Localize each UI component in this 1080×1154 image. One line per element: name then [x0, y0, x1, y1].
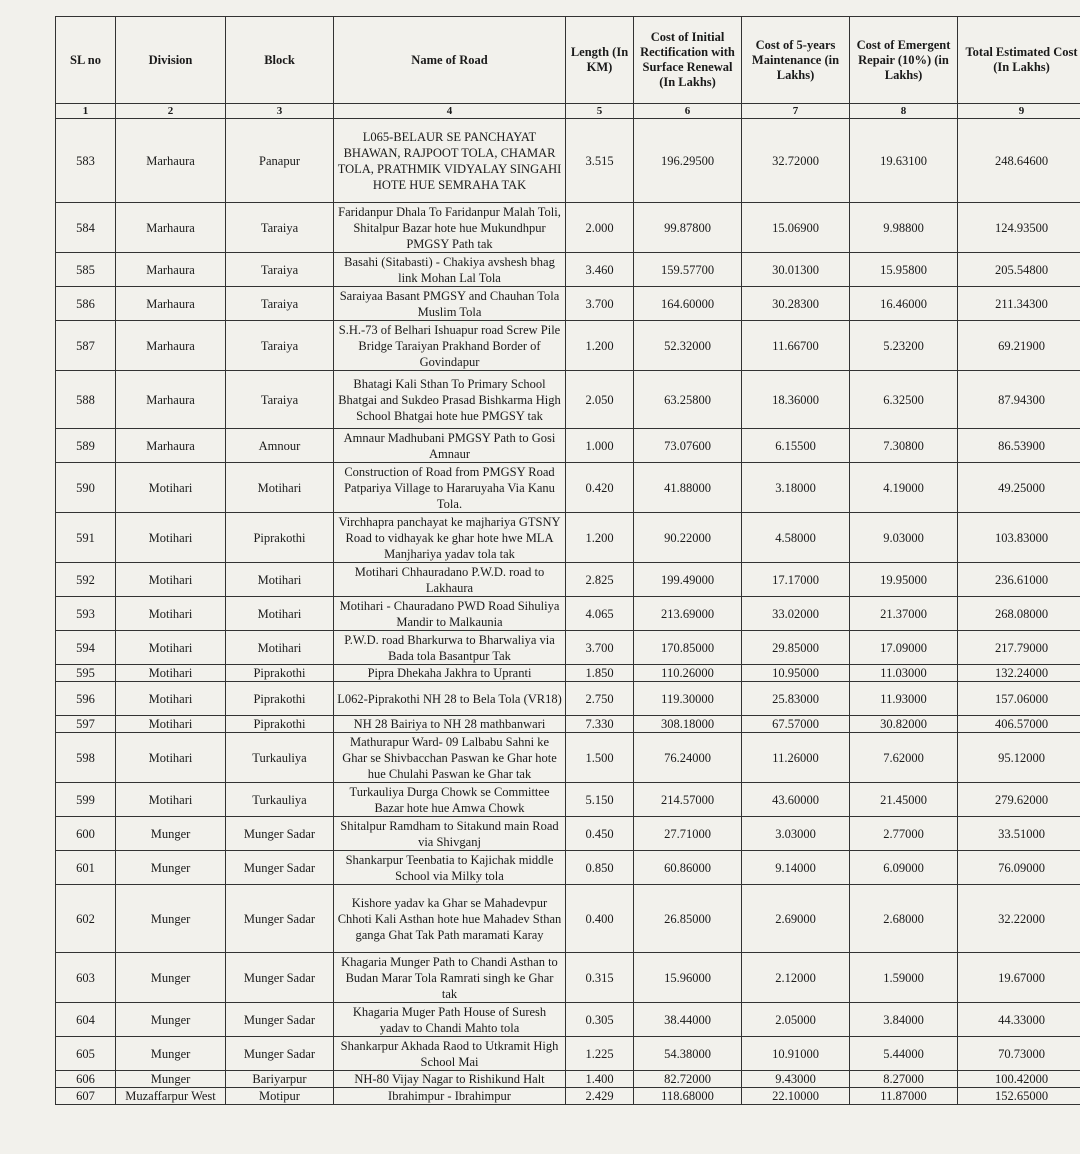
cell-total-cost: 236.61000	[958, 563, 1080, 597]
cell-total-cost: 279.62000	[958, 783, 1080, 817]
cell-total-cost: 19.67000	[958, 953, 1080, 1003]
cell-division: Munger	[116, 1071, 226, 1088]
table-row	[56, 817, 1080, 851]
cell-length: 4.065	[566, 597, 634, 631]
column-number-row	[56, 104, 1080, 119]
cell-length: 1.200	[566, 321, 634, 371]
cell-block: Amnour	[226, 429, 334, 463]
cell-emergent-cost: 17.09000	[850, 631, 958, 665]
header-initial-cost: Cost of Initial Rectification with Surface Renewal (In Lakhs)	[634, 17, 742, 104]
cell-division: Marhaura	[116, 371, 226, 429]
cell-maintenance-cost: 11.26000	[742, 733, 850, 783]
cell-maintenance-cost: 17.17000	[742, 563, 850, 597]
header-emergent-cost: Cost of Emergent Repair (10%) (in Lakhs)	[850, 17, 958, 104]
cell-maintenance-cost: 30.01300	[742, 253, 850, 287]
cell-total-cost: 87.94300	[958, 371, 1080, 429]
column-number: 6	[634, 104, 742, 119]
cell-road-name: Amnaur Madhubani PMGSY Path to Gosi Amnaur	[334, 429, 566, 463]
cell-length: 3.460	[566, 253, 634, 287]
cell-emergent-cost: 3.84000	[850, 1003, 958, 1037]
cell-maintenance-cost: 29.85000	[742, 631, 850, 665]
cell-maintenance-cost: 2.12000	[742, 953, 850, 1003]
cell-initial-cost: 170.85000	[634, 631, 742, 665]
cell-total-cost: 95.12000	[958, 733, 1080, 783]
cell-sl-no: 604	[56, 1003, 116, 1037]
cell-road-name: NH-80 Vijay Nagar to Rishikund Halt	[334, 1071, 566, 1088]
cell-length: 1.400	[566, 1071, 634, 1088]
cell-emergent-cost: 2.68000	[850, 885, 958, 953]
cell-division: Muzaffarpur West	[116, 1088, 226, 1105]
cell-length: 1.850	[566, 665, 634, 682]
cell-road-name: Mathurapur Ward- 09 Lalbabu Sahni ke Ghar se Shivbacchan Paswan ke Ghar hote hue Chulahi Paswan ke Ghar tak	[334, 733, 566, 783]
table-row	[56, 513, 1080, 563]
cell-sl-no: 602	[56, 885, 116, 953]
table-header	[56, 17, 1080, 119]
cell-road-name: Khagaria Munger Path to Chandi Asthan to Budan Marar Tola Ramrati singh ke Ghar tak	[334, 953, 566, 1003]
cell-initial-cost: 63.25800	[634, 371, 742, 429]
table-row	[56, 1088, 1080, 1105]
cell-emergent-cost: 30.82000	[850, 716, 958, 733]
cell-block: Motihari	[226, 463, 334, 513]
cell-length: 0.850	[566, 851, 634, 885]
cell-division: Motihari	[116, 463, 226, 513]
cell-emergent-cost: 1.59000	[850, 953, 958, 1003]
cell-sl-no: 605	[56, 1037, 116, 1071]
cell-emergent-cost: 8.27000	[850, 1071, 958, 1088]
cell-total-cost: 152.65000	[958, 1088, 1080, 1105]
cell-length: 7.330	[566, 716, 634, 733]
cell-emergent-cost: 11.03000	[850, 665, 958, 682]
cell-maintenance-cost: 22.10000	[742, 1088, 850, 1105]
cell-block: Taraiya	[226, 321, 334, 371]
header-division: Division	[116, 17, 226, 104]
cell-total-cost: 248.64600	[958, 119, 1080, 203]
cell-road-name: Ibrahimpur - Ibrahimpur	[334, 1088, 566, 1105]
cell-length: 1.000	[566, 429, 634, 463]
cell-road-name: Motihari - Chauradano PWD Road Sihuliya Mandir to Malkaunia	[334, 597, 566, 631]
cell-sl-no: 587	[56, 321, 116, 371]
table-row	[56, 463, 1080, 513]
cell-total-cost: 69.21900	[958, 321, 1080, 371]
cell-division: Motihari	[116, 682, 226, 716]
cell-sl-no: 607	[56, 1088, 116, 1105]
cell-length: 0.450	[566, 817, 634, 851]
cell-road-name: P.W.D. road Bharkurwa to Bharwaliya via Bada tola Basantpur Tak	[334, 631, 566, 665]
cell-road-name: Virchhapra panchayat ke majhariya GTSNY Road to vidhayak ke ghar hote hwe MLA Manjhariya yadav tola tak	[334, 513, 566, 563]
table-row	[56, 1003, 1080, 1037]
cell-initial-cost: 196.29500	[634, 119, 742, 203]
cell-division: Motihari	[116, 597, 226, 631]
cell-length: 1.225	[566, 1037, 634, 1071]
cell-sl-no: 583	[56, 119, 116, 203]
cell-total-cost: 132.24000	[958, 665, 1080, 682]
road-cost-table	[55, 16, 1080, 1105]
cell-length: 2.429	[566, 1088, 634, 1105]
table-row	[56, 563, 1080, 597]
table-row	[56, 851, 1080, 885]
cell-initial-cost: 90.22000	[634, 513, 742, 563]
cell-length: 3.515	[566, 119, 634, 203]
cell-sl-no: 606	[56, 1071, 116, 1088]
cell-sl-no: 603	[56, 953, 116, 1003]
cell-initial-cost: 159.57700	[634, 253, 742, 287]
cell-emergent-cost: 7.30800	[850, 429, 958, 463]
cell-sl-no: 591	[56, 513, 116, 563]
cell-road-name: Shankarpur Akhada Raod to Utkramit High School Mai	[334, 1037, 566, 1071]
cell-sl-no: 590	[56, 463, 116, 513]
table-row	[56, 253, 1080, 287]
cell-sl-no: 588	[56, 371, 116, 429]
cell-road-name: S.H.-73 of Belhari Ishuapur road Screw Pile Bridge Taraiyan Prakhand Border of Govindapur	[334, 321, 566, 371]
cell-total-cost: 33.51000	[958, 817, 1080, 851]
cell-sl-no: 600	[56, 817, 116, 851]
table-row	[56, 665, 1080, 682]
cell-total-cost: 406.57000	[958, 716, 1080, 733]
header-sl-no: SL no	[56, 17, 116, 104]
cell-total-cost: 211.34300	[958, 287, 1080, 321]
cell-block: Piprakothi	[226, 682, 334, 716]
table-row	[56, 1037, 1080, 1071]
table-row	[56, 953, 1080, 1003]
cell-length: 2.050	[566, 371, 634, 429]
cell-maintenance-cost: 67.57000	[742, 716, 850, 733]
column-number: 2	[116, 104, 226, 119]
cell-length: 3.700	[566, 287, 634, 321]
table-body	[56, 119, 1080, 1105]
cell-division: Marhaura	[116, 429, 226, 463]
cell-sl-no: 594	[56, 631, 116, 665]
cell-emergent-cost: 9.03000	[850, 513, 958, 563]
table-row	[56, 119, 1080, 203]
cell-total-cost: 124.93500	[958, 203, 1080, 253]
cell-total-cost: 49.25000	[958, 463, 1080, 513]
cell-block: Munger Sadar	[226, 953, 334, 1003]
cell-length: 2.000	[566, 203, 634, 253]
cell-emergent-cost: 7.62000	[850, 733, 958, 783]
cell-sl-no: 585	[56, 253, 116, 287]
cell-sl-no: 595	[56, 665, 116, 682]
cell-initial-cost: 164.60000	[634, 287, 742, 321]
cell-road-name: Saraiyaa Basant PMGSY and Chauhan Tola Muslim Tola	[334, 287, 566, 321]
cell-block: Taraiya	[226, 253, 334, 287]
cell-road-name: Basahi (Sitabasti) - Chakiya avshesh bhag link Mohan Lal Tola	[334, 253, 566, 287]
cell-initial-cost: 76.24000	[634, 733, 742, 783]
cell-road-name: Bhatagi Kali Sthan To Primary School Bhatgai and Sukdeo Prasad Bishkarma High School Bhatgai hote hue PMGSY tak	[334, 371, 566, 429]
cell-length: 0.315	[566, 953, 634, 1003]
table-row	[56, 733, 1080, 783]
cell-initial-cost: 110.26000	[634, 665, 742, 682]
column-number: 3	[226, 104, 334, 119]
cell-initial-cost: 119.30000	[634, 682, 742, 716]
cell-division: Marhaura	[116, 287, 226, 321]
cell-division: Motihari	[116, 783, 226, 817]
cell-initial-cost: 118.68000	[634, 1088, 742, 1105]
column-number: 5	[566, 104, 634, 119]
header-road-name: Name of Road	[334, 17, 566, 104]
cell-block: Piprakothi	[226, 665, 334, 682]
table-row	[56, 716, 1080, 733]
cell-initial-cost: 99.87800	[634, 203, 742, 253]
cell-road-name: NH 28 Bairiya to NH 28 mathbanwari	[334, 716, 566, 733]
table-row	[56, 682, 1080, 716]
cell-block: Munger Sadar	[226, 851, 334, 885]
cell-maintenance-cost: 9.14000	[742, 851, 850, 885]
cell-division: Munger	[116, 885, 226, 953]
table-row	[56, 203, 1080, 253]
cell-division: Motihari	[116, 563, 226, 597]
cell-length: 2.825	[566, 563, 634, 597]
cell-maintenance-cost: 10.91000	[742, 1037, 850, 1071]
cell-maintenance-cost: 2.69000	[742, 885, 850, 953]
cell-maintenance-cost: 9.43000	[742, 1071, 850, 1088]
table-row	[56, 1071, 1080, 1088]
cell-total-cost: 32.22000	[958, 885, 1080, 953]
cell-division: Munger	[116, 953, 226, 1003]
cell-initial-cost: 27.71000	[634, 817, 742, 851]
cell-sl-no: 584	[56, 203, 116, 253]
cell-emergent-cost: 15.95800	[850, 253, 958, 287]
cell-emergent-cost: 4.19000	[850, 463, 958, 513]
cell-total-cost: 44.33000	[958, 1003, 1080, 1037]
cell-emergent-cost: 19.95000	[850, 563, 958, 597]
cell-block: Munger Sadar	[226, 817, 334, 851]
cell-emergent-cost: 2.77000	[850, 817, 958, 851]
cell-initial-cost: 26.85000	[634, 885, 742, 953]
cell-sl-no: 592	[56, 563, 116, 597]
cell-length: 1.200	[566, 513, 634, 563]
cell-maintenance-cost: 43.60000	[742, 783, 850, 817]
cell-initial-cost: 308.18000	[634, 716, 742, 733]
column-number: 7	[742, 104, 850, 119]
cell-sl-no: 593	[56, 597, 116, 631]
table-row	[56, 885, 1080, 953]
cell-division: Motihari	[116, 665, 226, 682]
cell-road-name: L065-BELAUR SE PANCHAYAT BHAWAN, RAJPOOT TOLA, CHAMAR TOLA, PRATHMIK VIDYALAY SINGAHI HOTE HUE SEMRAHA TAK	[334, 119, 566, 203]
cell-division: Marhaura	[116, 321, 226, 371]
cell-maintenance-cost: 25.83000	[742, 682, 850, 716]
cell-emergent-cost: 16.46000	[850, 287, 958, 321]
cell-maintenance-cost: 32.72000	[742, 119, 850, 203]
table-row	[56, 371, 1080, 429]
cell-emergent-cost: 9.98800	[850, 203, 958, 253]
cell-road-name: Shankarpur Teenbatia to Kajichak middle School via Milky tola	[334, 851, 566, 885]
cell-block: Piprakothi	[226, 513, 334, 563]
cell-division: Marhaura	[116, 203, 226, 253]
cell-maintenance-cost: 11.66700	[742, 321, 850, 371]
cell-emergent-cost: 6.09000	[850, 851, 958, 885]
cell-length: 0.305	[566, 1003, 634, 1037]
cell-initial-cost: 73.07600	[634, 429, 742, 463]
cell-sl-no: 586	[56, 287, 116, 321]
cell-block: Taraiya	[226, 371, 334, 429]
cell-road-name: Kishore yadav ka Ghar se Mahadevpur Chhoti Kali Asthan hote hue Mahadev Sthan ganga Ghat Tak Path maramati Karay	[334, 885, 566, 953]
cell-road-name: Pipra Dhekaha Jakhra to Upranti	[334, 665, 566, 682]
cell-road-name: Khagaria Muger Path House of Suresh yadav to Chandi Mahto tola	[334, 1003, 566, 1037]
table-row	[56, 597, 1080, 631]
cell-initial-cost: 41.88000	[634, 463, 742, 513]
header-total-cost: Total Estimated Cost (In Lakhs)	[958, 17, 1080, 104]
cell-emergent-cost: 21.37000	[850, 597, 958, 631]
cell-emergent-cost: 6.32500	[850, 371, 958, 429]
cell-maintenance-cost: 18.36000	[742, 371, 850, 429]
cell-total-cost: 217.79000	[958, 631, 1080, 665]
cell-sl-no: 589	[56, 429, 116, 463]
cell-initial-cost: 82.72000	[634, 1071, 742, 1088]
cell-length: 1.500	[566, 733, 634, 783]
cell-initial-cost: 60.86000	[634, 851, 742, 885]
cell-road-name: Turkauliya Durga Chowk se Committee Bazar hote hue Amwa Chowk	[334, 783, 566, 817]
cell-division: Motihari	[116, 631, 226, 665]
cell-total-cost: 70.73000	[958, 1037, 1080, 1071]
cell-road-name: Faridanpur Dhala To Faridanpur Malah Toli, Shitalpur Bazar hote hue Mukundhpur PMGSY Path tak	[334, 203, 566, 253]
table-row	[56, 321, 1080, 371]
column-number: 9	[958, 104, 1080, 119]
cell-length: 0.400	[566, 885, 634, 953]
cell-emergent-cost: 21.45000	[850, 783, 958, 817]
cell-block: Munger Sadar	[226, 885, 334, 953]
cell-division: Munger	[116, 1003, 226, 1037]
cell-initial-cost: 54.38000	[634, 1037, 742, 1071]
cell-sl-no: 596	[56, 682, 116, 716]
cell-sl-no: 599	[56, 783, 116, 817]
cell-emergent-cost: 19.63100	[850, 119, 958, 203]
cell-road-name: L062-Piprakothi NH 28 to Bela Tola (VR18)	[334, 682, 566, 716]
column-number: 8	[850, 104, 958, 119]
cell-block: Turkauliya	[226, 733, 334, 783]
cell-block: Bariyarpur	[226, 1071, 334, 1088]
cell-block: Motipur	[226, 1088, 334, 1105]
header-row	[56, 17, 1080, 104]
cell-maintenance-cost: 6.15500	[742, 429, 850, 463]
cell-maintenance-cost: 33.02000	[742, 597, 850, 631]
cell-block: Piprakothi	[226, 716, 334, 733]
cell-division: Marhaura	[116, 119, 226, 203]
cell-division: Marhaura	[116, 253, 226, 287]
table-row	[56, 287, 1080, 321]
cell-sl-no: 598	[56, 733, 116, 783]
cell-maintenance-cost: 15.06900	[742, 203, 850, 253]
cell-block: Turkauliya	[226, 783, 334, 817]
cell-emergent-cost: 11.87000	[850, 1088, 958, 1105]
cell-maintenance-cost: 2.05000	[742, 1003, 850, 1037]
header-maintenance-cost: Cost of 5-years Maintenance (in Lakhs)	[742, 17, 850, 104]
cell-maintenance-cost: 30.28300	[742, 287, 850, 321]
cell-division: Munger	[116, 817, 226, 851]
cell-emergent-cost: 11.93000	[850, 682, 958, 716]
cell-initial-cost: 38.44000	[634, 1003, 742, 1037]
cell-block: Taraiya	[226, 287, 334, 321]
cell-block: Motihari	[226, 631, 334, 665]
cell-maintenance-cost: 4.58000	[742, 513, 850, 563]
cell-division: Motihari	[116, 733, 226, 783]
table-row	[56, 631, 1080, 665]
cell-total-cost: 86.53900	[958, 429, 1080, 463]
cell-total-cost: 268.08000	[958, 597, 1080, 631]
cell-division: Motihari	[116, 716, 226, 733]
cell-initial-cost: 199.49000	[634, 563, 742, 597]
header-length: Length (In KM)	[566, 17, 634, 104]
cell-emergent-cost: 5.44000	[850, 1037, 958, 1071]
cell-total-cost: 103.83000	[958, 513, 1080, 563]
cell-maintenance-cost: 3.03000	[742, 817, 850, 851]
cell-length: 0.420	[566, 463, 634, 513]
cell-division: Motihari	[116, 513, 226, 563]
cell-maintenance-cost: 3.18000	[742, 463, 850, 513]
cell-initial-cost: 213.69000	[634, 597, 742, 631]
cell-division: Munger	[116, 851, 226, 885]
cell-initial-cost: 214.57000	[634, 783, 742, 817]
table-row	[56, 429, 1080, 463]
cell-length: 5.150	[566, 783, 634, 817]
cell-sl-no: 597	[56, 716, 116, 733]
cell-block: Taraiya	[226, 203, 334, 253]
cell-road-name: Construction of Road from PMGSY Road Patpariya Village to Hararuyaha Via Kanu Tola.	[334, 463, 566, 513]
table-row	[56, 783, 1080, 817]
cell-road-name: Shitalpur Ramdham to Sitakund main Road via Shivganj	[334, 817, 566, 851]
cell-total-cost: 100.42000	[958, 1071, 1080, 1088]
cell-block: Munger Sadar	[226, 1003, 334, 1037]
cell-sl-no: 601	[56, 851, 116, 885]
cell-total-cost: 205.54800	[958, 253, 1080, 287]
column-number: 1	[56, 104, 116, 119]
cell-block: Motihari	[226, 563, 334, 597]
column-number: 4	[334, 104, 566, 119]
cell-block: Panapur	[226, 119, 334, 203]
header-block: Block	[226, 17, 334, 104]
cell-length: 2.750	[566, 682, 634, 716]
cell-road-name: Motihari Chhauradano P.W.D. road to Lakhaura	[334, 563, 566, 597]
cell-emergent-cost: 5.23200	[850, 321, 958, 371]
cell-total-cost: 76.09000	[958, 851, 1080, 885]
cell-division: Munger	[116, 1037, 226, 1071]
cell-block: Munger Sadar	[226, 1037, 334, 1071]
cell-length: 3.700	[566, 631, 634, 665]
cell-initial-cost: 52.32000	[634, 321, 742, 371]
cell-block: Motihari	[226, 597, 334, 631]
cell-initial-cost: 15.96000	[634, 953, 742, 1003]
cell-maintenance-cost: 10.95000	[742, 665, 850, 682]
cell-total-cost: 157.06000	[958, 682, 1080, 716]
